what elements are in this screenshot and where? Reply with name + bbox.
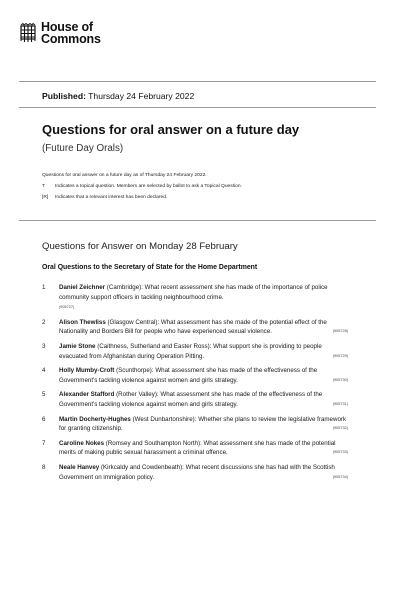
question-item (42, 318, 348, 337)
question-body (59, 390, 348, 409)
member-name: Caroline Nokes (59, 439, 105, 447)
question-item (42, 390, 348, 409)
question-id: (905731) (332, 401, 348, 406)
constituency: (Glasgow Central): (107, 318, 160, 326)
question-number: 8 (42, 463, 46, 471)
question-id: (905733) (332, 450, 348, 455)
question-text: What assessment she has made of the effectiveness of the Government's tackling violence against women and girls strategy. (59, 391, 323, 408)
question-item (42, 463, 348, 482)
published-date: Thursday 24 February 2022 (88, 91, 195, 101)
questions-list (42, 283, 348, 487)
member-name: Jamie Stone (59, 342, 96, 350)
notes-intro: Questions for oral answer on a future day as of Thursday 24 February 2022. (42, 173, 207, 178)
constituency: (West Dunbartonshire): (132, 415, 197, 423)
question-item (42, 342, 348, 361)
question-number: 5 (42, 391, 46, 399)
question-body (59, 283, 348, 313)
question-text: What assessment she has made of the effectiveness of the Government's tackling violence against women and girls strategy. (59, 367, 318, 384)
note-key: [R] (42, 195, 49, 200)
department-heading: Oral Questions to the Secretary of State for the Home Department (42, 264, 258, 271)
question-text: What assessment has she made of the potential effect of the Nationality and Borders Bill for people who have experienced sexual violence. (59, 318, 327, 336)
question-text: What recent assessment she has made of the importance of police community support officers in tackling neighbourhood crime. (59, 284, 328, 301)
question-body (59, 318, 348, 337)
published-label: Published: (42, 91, 86, 101)
question-number: 7 (42, 439, 46, 447)
question-number: 3 (42, 342, 46, 350)
constituency: (Rother Valley): (116, 391, 159, 399)
house-of-commons-logo (19, 22, 101, 45)
page-subtitle: (Future Day Orals) (42, 143, 124, 154)
question-text: What recent discussions she has had with the Scottish Government on immigration policy. (59, 463, 335, 481)
divider (19, 81, 376, 82)
question-id: (905734) (332, 474, 348, 479)
constituency: (Cambridge): (106, 284, 143, 291)
question-number: 1 (42, 284, 46, 291)
note-item (42, 181, 362, 192)
question-id: (905730) (332, 377, 348, 382)
member-name: Alexander Stafford (59, 391, 115, 399)
question-id: (905729) (332, 353, 348, 358)
member-name: Alison Thewliss (59, 318, 106, 326)
notes (42, 170, 362, 203)
logo-line-2: Commons (41, 31, 101, 46)
member-name: Daniel Zeichner (59, 284, 106, 291)
member-name: Neale Hanvey (59, 463, 100, 471)
constituency: (Scunthorpe): (116, 367, 154, 375)
question-id: (905727) (59, 305, 75, 310)
note-text: Indicates that a relevant interest has been declared. (55, 195, 168, 200)
question-body (59, 342, 348, 361)
question-item (42, 415, 348, 434)
question-text: What assessment she has made of the potential merits of making public sexual harassment a criminal offence. (59, 439, 336, 457)
note-text: Indicates a topical question. Members are selected by ballot to ask a Topical Question. (55, 184, 242, 189)
question-id: (905728) (332, 329, 348, 334)
member-name: Holly Mumby-Croft (59, 367, 115, 375)
divider (19, 220, 376, 221)
note-key: T (42, 184, 45, 189)
question-text: Whether she plans to review the legislative framework for granting citizenship. (59, 415, 347, 433)
constituency: (Romsey and Southampton North): (105, 439, 202, 447)
question-item (42, 439, 348, 458)
question-number: 6 (42, 415, 46, 423)
constituency: (Kirkcaldy and Cowdenbeath): (100, 463, 184, 471)
page-title: Questions for oral answer on a future day (42, 122, 300, 137)
question-body (59, 463, 348, 482)
divider (19, 107, 376, 108)
question-body (59, 439, 348, 458)
question-id: (905732) (332, 426, 348, 431)
portcullis-icon (19, 23, 37, 43)
constituency: (Caithness, Sutherland and Easter Ross): (97, 342, 212, 350)
logo-wordmark (41, 22, 101, 45)
question-body (59, 415, 348, 434)
question-number: 2 (42, 318, 46, 326)
question-body (59, 366, 348, 385)
question-text: What support she is providing to people evacuated from Afghanistan during Operation Pitting. (59, 342, 322, 360)
question-item (42, 283, 348, 313)
member-name: Martin Docherty-Hughes (59, 415, 131, 423)
question-number: 4 (42, 367, 46, 375)
logo-line-1: House of (41, 20, 93, 34)
section-heading: Questions for Answer on Monday 28 February (42, 241, 238, 252)
question-item (42, 366, 348, 385)
published-line (42, 91, 194, 101)
note-item (42, 192, 362, 203)
